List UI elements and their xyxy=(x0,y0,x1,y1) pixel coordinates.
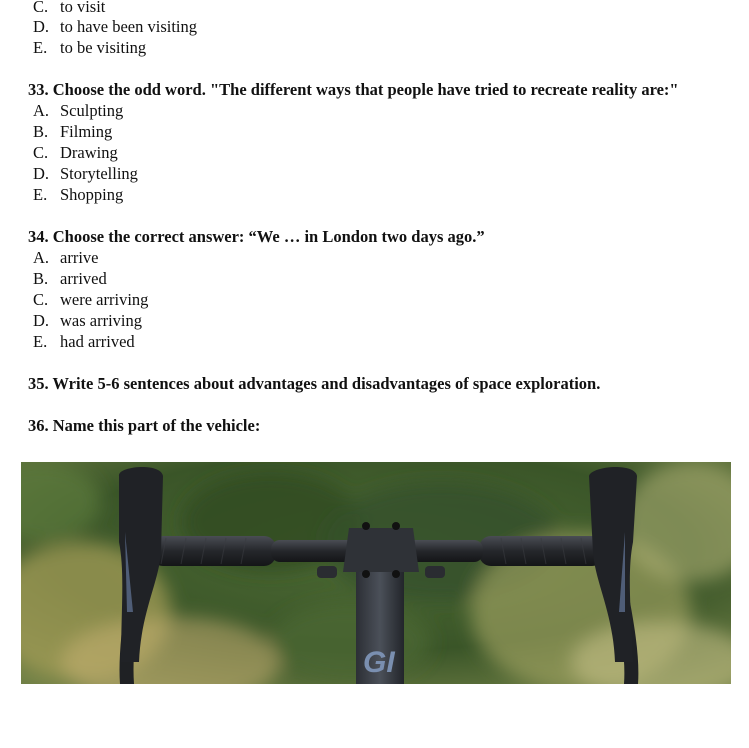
question-33-heading: 33. Choose the odd word. "The different ways that people have tried to recreate reality are:" xyxy=(28,80,679,99)
option-letter: E. xyxy=(33,332,48,351)
option-text: were arriving xyxy=(60,290,149,309)
option-text: was arriving xyxy=(60,311,143,330)
prev-option-d xyxy=(33,17,197,37)
q34-option-e xyxy=(33,332,135,352)
q34-option-d xyxy=(33,311,142,331)
option-letter: E. xyxy=(33,38,48,57)
left-bar-tape xyxy=(151,536,276,566)
question-36-heading: 36. Name this part of the vehicle: xyxy=(28,416,261,435)
option-letter: B. xyxy=(33,269,49,288)
option-text: Drawing xyxy=(60,143,118,162)
handlebar-illustration xyxy=(21,462,731,684)
option-letter: D. xyxy=(33,311,50,330)
q33-option-e xyxy=(33,185,123,205)
option-letter: C. xyxy=(33,143,49,162)
option-text: Shopping xyxy=(60,185,124,204)
option-letter: D. xyxy=(33,17,50,36)
q33-option-a xyxy=(33,101,123,121)
q33-option-b xyxy=(33,122,112,142)
q34-option-c xyxy=(33,290,148,310)
frame-logo: GI xyxy=(363,646,395,679)
prev-option-c xyxy=(33,0,105,17)
option-text: to visit xyxy=(60,0,106,16)
option-letter: D. xyxy=(33,164,50,183)
option-text: Filming xyxy=(60,122,113,141)
option-text: arrived xyxy=(60,269,107,288)
option-letter: A. xyxy=(33,101,50,120)
option-text: arrive xyxy=(60,248,99,267)
bicycle-handlebar-photo xyxy=(21,462,731,684)
option-text: Storytelling xyxy=(60,164,138,183)
option-text: to be visiting xyxy=(60,38,147,57)
option-letter: B. xyxy=(33,122,49,141)
option-letter: E. xyxy=(33,185,48,204)
option-text: had arrived xyxy=(60,332,135,351)
option-letter: C. xyxy=(33,0,49,16)
q33-option-d xyxy=(33,164,138,184)
option-text: to have been visiting xyxy=(60,17,198,36)
option-letter: A. xyxy=(33,248,50,267)
prev-option-e xyxy=(33,38,146,58)
q34-option-a xyxy=(33,248,98,268)
stem-clamp xyxy=(343,528,419,572)
option-letter: C. xyxy=(33,290,49,309)
question-35-heading: 35. Write 5-6 sentences about advantages and disadvantages of space exploration. xyxy=(28,374,601,393)
option-text: Sculpting xyxy=(60,101,124,120)
q34-option-b xyxy=(33,269,107,289)
question-34-heading: 34. Choose the correct answer: “We … in London two days ago.” xyxy=(28,227,485,246)
q33-option-c xyxy=(33,143,118,163)
